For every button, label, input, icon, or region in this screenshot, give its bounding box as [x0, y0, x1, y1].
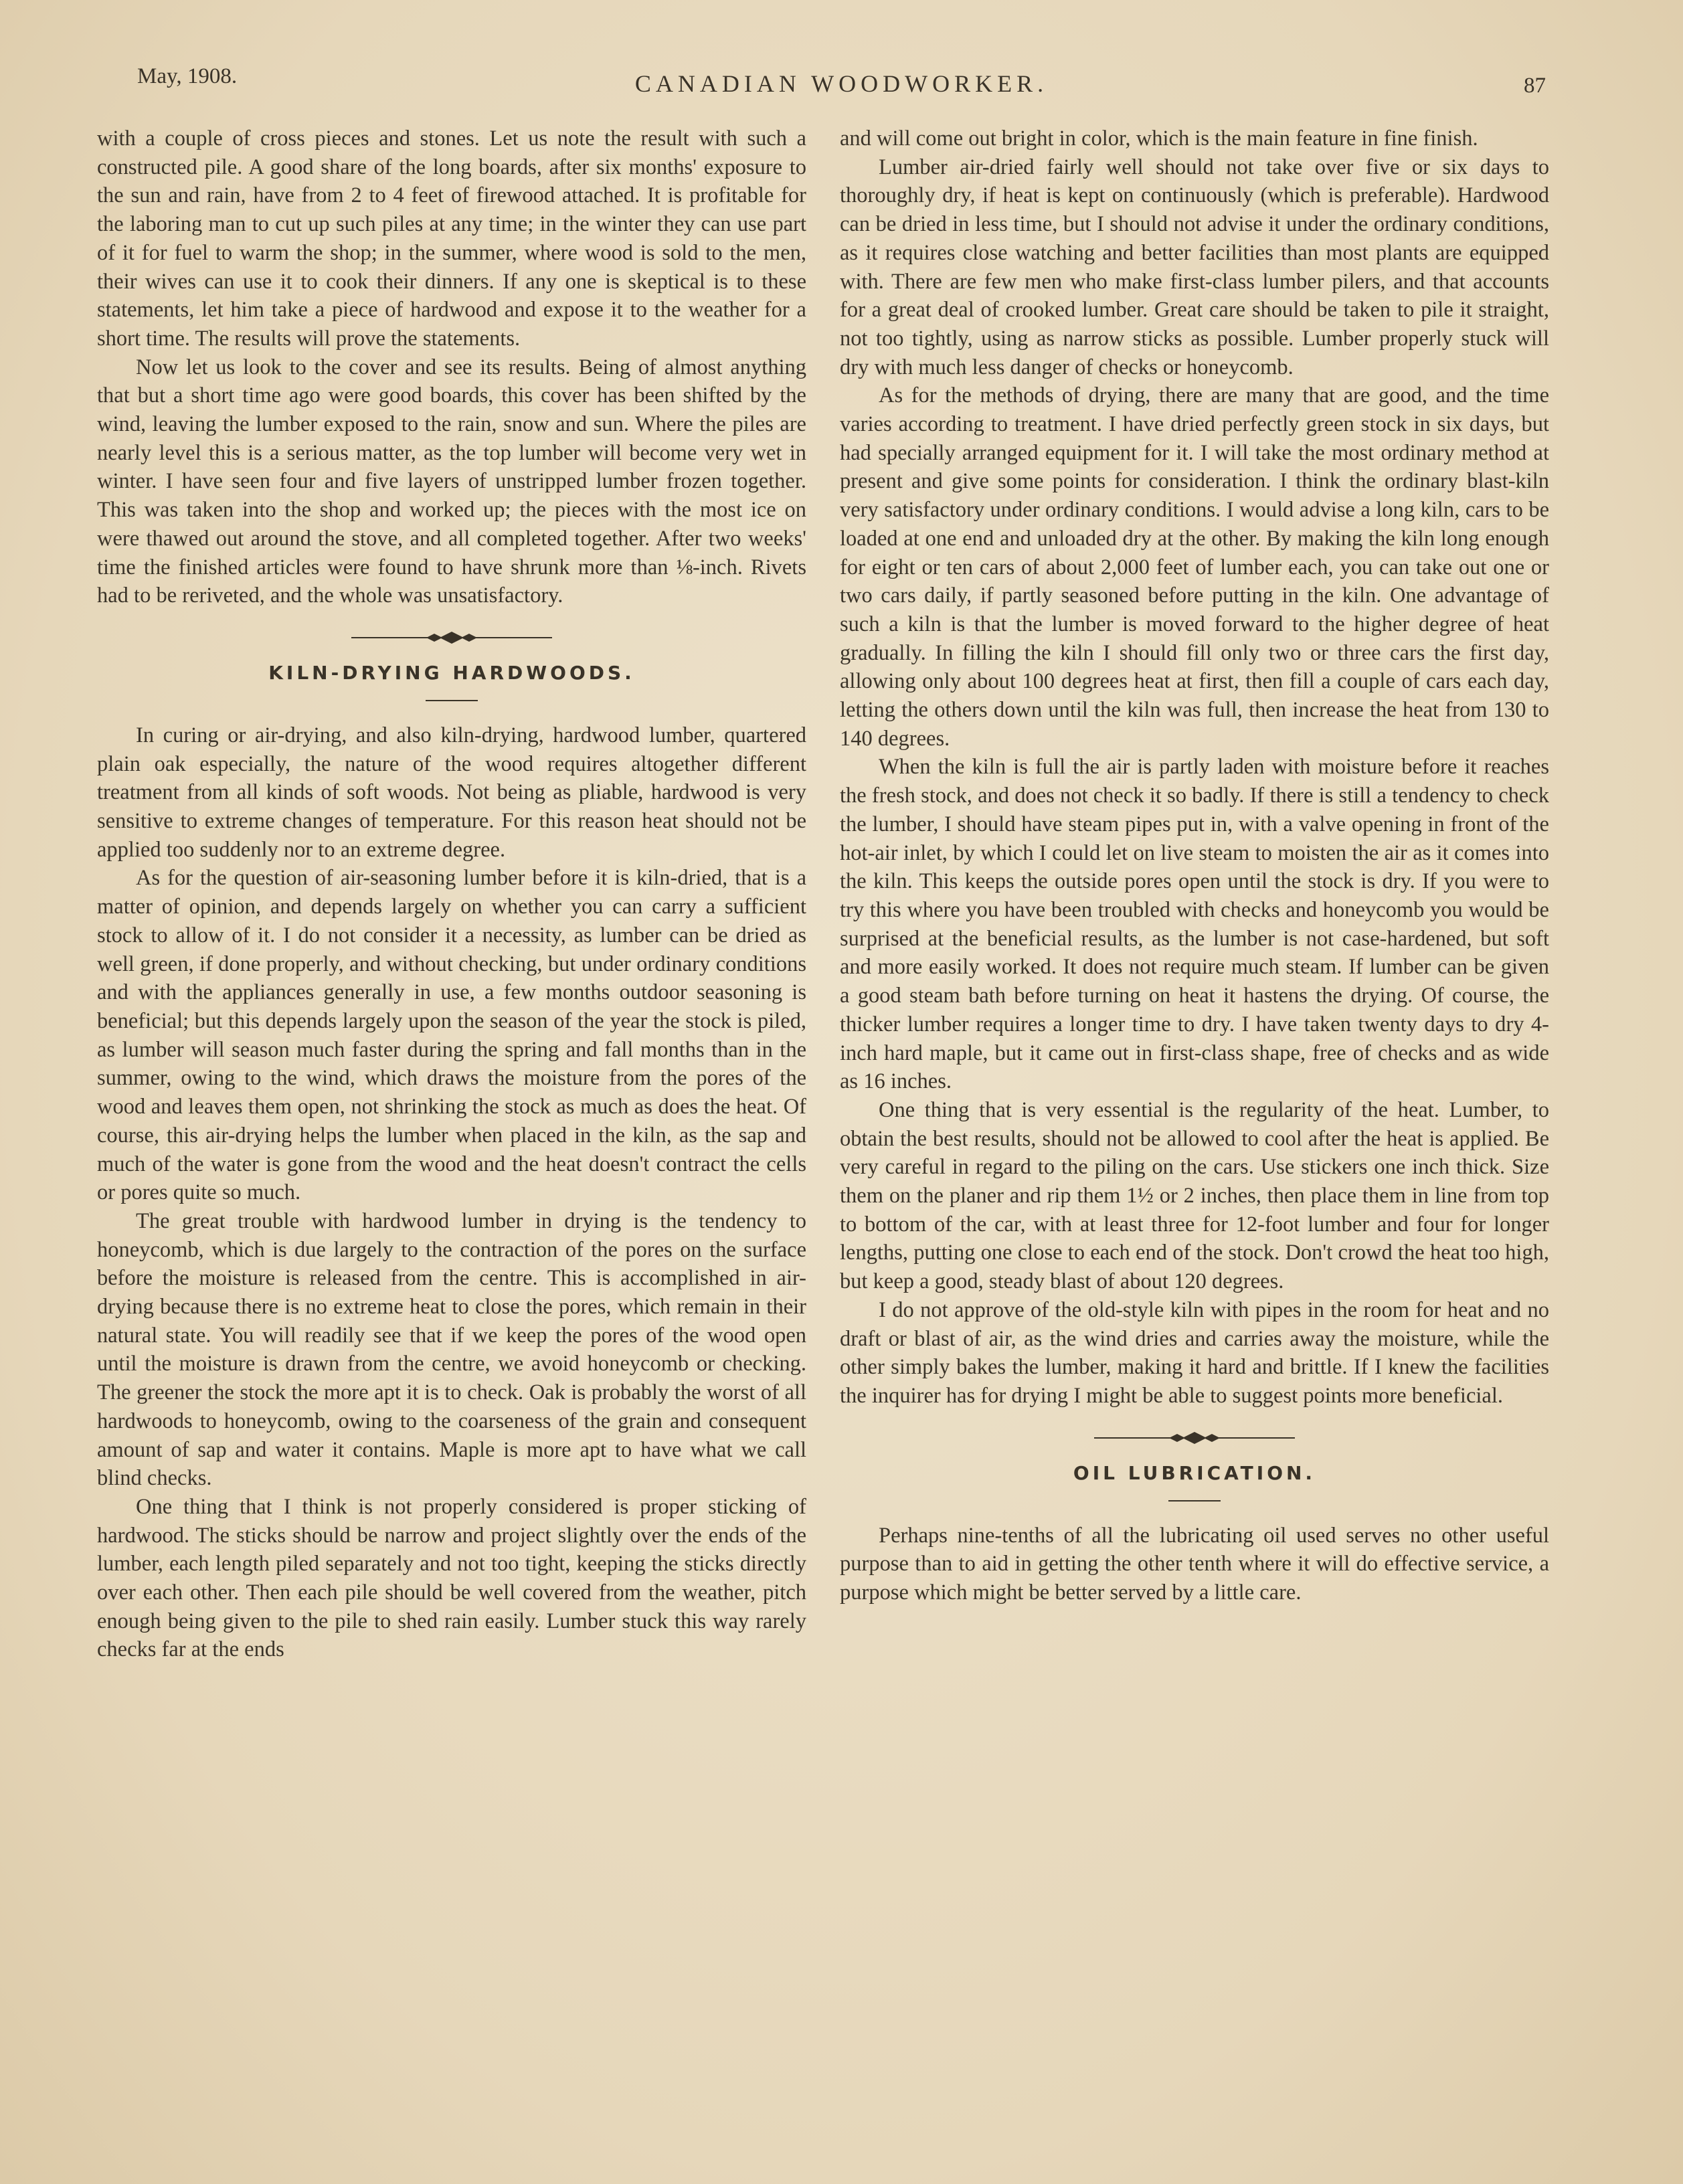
issue-date: May, 1908. — [137, 64, 238, 88]
ornament-divider-icon — [1094, 1428, 1295, 1448]
paragraph: One thing that I think is not properly considered is proper sticking of hardwood. The sticks should be narrow and project slightly over the ends of the lumber, each length piled separately and not too tight, keeping the sticks directly over each other. Then each pile should be well covered from the weather, pitch enough being given to the pile to shed rain easily. Lumber stuck this way rarely checks far at the ends — [97, 1494, 806, 1662]
paragraph: Perhaps nine-tenths of all the lubricating oil used serves no other useful purpose than to aid in getting the other tenth where it will do effective service, a purpose which might be better served by a little care. — [840, 1523, 1549, 1605]
paragraph: and will come out bright in color, which is the main feature in fine finish. — [840, 126, 1478, 151]
section-heading: KILN-DRYING HARDWOODS. — [268, 661, 635, 684]
paragraph: Lumber air-dried fairly well should not take over five or six days to thoroughly dry, if heat is kept on continuously (which is preferable). Hardwood can be dried in less time, but I should not advise it under the ordinary conditions, as it requires close watching and better facilities than most plants are equipped with. There are few men who make first-class lumber pilers, and that accounts for a great deal of crooked lumber. Great care should be taken to pile it straight, not too tightly, using as narrow sticks as possible. Lumber properly stuck will dry with much less danger of checks or honeycomb. — [840, 155, 1549, 379]
paragraph: As for the methods of drying, there are many that are good, and the time varies according to treatment. I have dried perfectly green stock in six days, but had specially arranged equipment for it. I will take the most ordinary method at present and give some points for consideration. I think the ordinary blast-kiln very satisfactory under ordinary conditions. I would advise a long kiln, cars to be loaded at one end and unloaded dry at the other. By making the kiln long enough for eight or ten cars of about 2,000 feet of lumber each, you can take out one or two cars daily, if partly seasoned before putting in the kiln. One advantage of such a kiln is that the lumber is moved forward to the higher degree of heat gradually. In filling the kiln I should fill only two or three cars the first day, allowing only about 100 degrees heat at first, then fill a couple of cars each day, letting the others down until the kiln was full, then increase the heat from 130 to 140 degrees. — [840, 383, 1549, 751]
right-column — [840, 124, 1549, 1607]
magazine-title: CANADIAN WOODWORKER. — [634, 70, 1049, 97]
paragraph: As for the question of air-seasoning lumber before it is kiln-dried, that is a matter of opinion, and depends largely on whether you can carry a sufficient stock to allow of it. I do not consider it a necessity, as lumber can be dried as well green, if done properly, and without checking, but under ordinary conditions and with the appliances generally in use, a few months outdoor seasoning is beneficial; but this depends largely upon the season of the year the stock is piled, as lumber will season much faster during the spring and fall months than in the summer, owing to the wind, which draws the moisture from the pores of the wood and leaves them open, not shrinking the stock as much as does the heat. Of course, this air-drying helps the lumber when placed in the kiln, as the sap and much of the water is gone from the wood and the heat doesn't contract the cells or pores quite so much. — [97, 866, 806, 1205]
running-header — [137, 64, 1546, 104]
paragraph: I do not approve of the old-style kiln with pipes in the room for heat and no draft or blast of air, as the wind dries and carries away the moisture, while the other simply bakes the lumber, making it hard and brittle. If I knew the facilities the inquirer has for drying I might be able to suggest points more beneficial. — [840, 1297, 1549, 1408]
left-column — [97, 124, 806, 1664]
section-break — [840, 1428, 1549, 1502]
ornament-divider-icon — [351, 628, 552, 648]
paragraph: In curing or air-drying, and also kiln-drying, hardwood lumber, quartered plain oak especially, the nature of the wood requires altogether different treatment from all kinds of soft woods. Not being as pliable, hardwood is very sensitive to extreme changes of temperature. For this reason heat should not be applied too suddenly nor to an extreme degree. — [97, 723, 806, 862]
paragraph: with a couple of cross pieces and stones. Let us note the result with such a constructed pile. A good share of the long boards, after six months' exposure to the sun and rain, have from 2 to 4 feet of firewood attached. It is profitable for the laboring man to cut up such piles at any time; in the winter they can use part of it for fuel to warm the shop; in the summer, where wood is sold to the men, their wives can use it to cook their dinners. If any one is skeptical is to these statements, let him take a piece of hardwood and expose it to the weather for a short time. The results will prove the statements. — [97, 126, 806, 351]
paragraph: The great trouble with hardwood lumber in drying is the tendency to honeycomb, which is due largely to the contraction of the pores on the surface before the moisture is released from the centre. This is accomplished in air-drying because there is no extreme heat to close the pores, which remain in their natural state. You will readily see that if we keep the pores of the wood open until the moisture is drawn from the centre, we avoid honeycomb or checking. The greener the stock the more apt it is to check. Oak is probably the worst of all hardwoods to honeycomb, owing to the coarseness of the grain and consequent amount of sap and water it contains. Maple is more apt to have what we call blind checks. — [97, 1208, 806, 1491]
section-break — [97, 628, 806, 701]
heading-rule — [1168, 1500, 1221, 1502]
section-heading: OIL LUBRICATION. — [1073, 1461, 1316, 1484]
heading-rule — [426, 700, 478, 701]
page-number: 87 — [1524, 74, 1546, 98]
paragraph: Now let us look to the cover and see its results. Being of almost anything that but a short time ago were good boards, this cover has been shifted by the wind, leaving the lumber exposed to the rain, snow and sun. Where the piles are nearly level this is a serious matter, as the top lumber will become very wet in winter. I have seen four and five layers of unstripped lumber frozen together. This was taken into the shop and worked up; the pieces with the most ice on were thawed out around the stove, and all completed together. After two weeks' time the finished articles were found to have shrunk more than ⅛-inch. Rivets had to be reriveted, and the whole was unsatisfactory. — [97, 355, 806, 608]
paragraph: One thing that is very essential is the regularity of the heat. Lumber, to obtain the best results, should not be allowed to cool after the heat is applied. Be very careful in regard to the piling on the cars. Use stickers one inch thick. Size them on the planer and rip them 1½ or 2 inches, then place them in line from top to bottom of the car, with at least three for 12-foot lumber and four for longer lengths, putting one close to each end of the stock. Don't crowd the heat too high, but keep a good, steady blast of about 120 degrees. — [840, 1097, 1549, 1294]
paragraph: When the kiln is full the air is partly laden with moisture before it reaches the fresh stock, and does not check it so badly. If there is still a tendency to check the lumber, I should have steam pipes put in, with a valve opening in front of the hot-air inlet, by which I could let on live steam to moisten the air as it comes into the kiln. This keeps the outside pores open until the stock is dry. If you were to try this where you have been troubled with checks and honeycomb you would be surprised at the beneficial results, as the lumber is not case-hardened, but soft and more easily worked. It does not require much steam. If lumber can be given a good steam bath before turning on heat it hastens the drying. Of course, the thicker lumber requires a longer time to dry. I have taken twenty days to dry 4-inch hard maple, but it came out in first-class shape, free of checks and as wide as 16 inches. — [840, 755, 1549, 1094]
